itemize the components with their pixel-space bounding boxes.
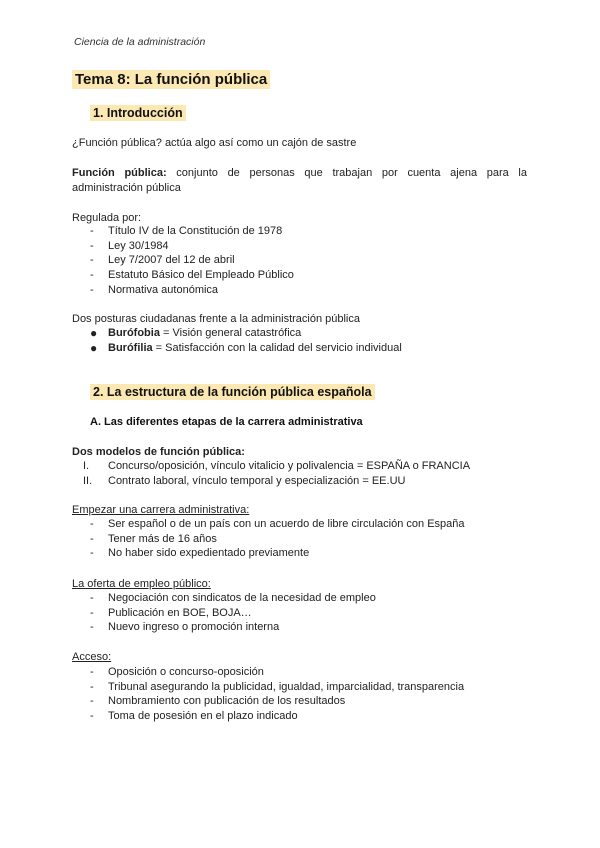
section-1-heading-text: 1. Introducción: [90, 105, 186, 121]
list-item: - Ley 7/2007 del 12 de abril: [90, 254, 235, 267]
list-item: - Oposición o concurso-oposición: [90, 666, 264, 678]
list-item: - Toma de posesión en el plazo indicado: [90, 710, 298, 723]
list-item: - Tribunal asegurando la publicidad, igualdad, imparcialidad, transparencia: [90, 680, 465, 693]
definition-text: conjunto de personas que trabajan por cuenta ajena para la administración pública: [72, 167, 527, 194]
page-header: Ciencia de la administración: [74, 36, 206, 48]
oferta-list: [72, 591, 376, 635]
list-item: ● Burófilia = Satisfacción con la calidad del servicio individual: [90, 340, 402, 355]
list-item: - Normativa autonómica: [90, 283, 219, 296]
intro-paragraph: ¿Función pública? actúa algo así como un cajón de sastre: [72, 137, 357, 149]
list-item: - Título IV de la Constitución de 1978: [90, 225, 283, 237]
page-title: [72, 71, 270, 88]
section-2-heading-text: 2. La estructura de la función pública española: [90, 384, 375, 400]
definition-paragraph: [72, 166, 527, 196]
list-item: - No haber sido expedientado previamente: [90, 547, 310, 560]
regulada-label: Regulada por:: [72, 212, 142, 224]
section-1-heading: [90, 106, 186, 120]
list-item: - Nombramiento con publicación de los resultados: [90, 695, 346, 708]
acceso-list: [72, 665, 464, 724]
section-2-heading: [90, 385, 375, 399]
list-item: I. Concurso/oposición, vínculo vitalicio y polivalencia = ESPAÑA o FRANCIA: [83, 460, 471, 472]
list-item: - Nuevo ingreso o promoción interna: [90, 621, 280, 634]
oferta-label: La oferta de empleo público:: [72, 578, 211, 590]
list-item: - Ley 30/1984: [90, 239, 169, 252]
modelos-label: Dos modelos de función pública:: [72, 446, 245, 458]
posturas-list: [72, 326, 402, 355]
list-item: II. Contrato laboral, vínculo temporal y especialización = EE.UU: [83, 474, 406, 487]
list-item: - Ser español o de un país con un acuerdo de libre circulación con España: [90, 518, 465, 530]
list-item: - Tener más de 16 años: [90, 532, 217, 545]
list-item: - Publicación en BOE, BOJA…: [90, 606, 252, 619]
modelos-list: [72, 459, 470, 488]
page-title-text: Tema 8: La función pública: [72, 70, 270, 89]
posturas-label: Dos posturas ciudadanas frente a la administración pública: [72, 313, 360, 325]
list-item: - Negociación con sindicatos de la necesidad de empleo: [90, 592, 376, 604]
regulada-list: [72, 224, 294, 297]
acceso-label: Acceso:: [72, 651, 112, 663]
empezar-list: [72, 517, 465, 561]
list-item: ● Burófobia = Visión general catastrófica: [90, 326, 302, 340]
section-2a-heading: A. Las diferentes etapas de la carrera administrativa: [90, 416, 363, 428]
list-item: - Estatuto Básico del Empleado Público: [90, 269, 294, 282]
definition-term: Función pública:: [72, 167, 167, 179]
empezar-label: Empezar una carrera administrativa:: [72, 504, 250, 516]
